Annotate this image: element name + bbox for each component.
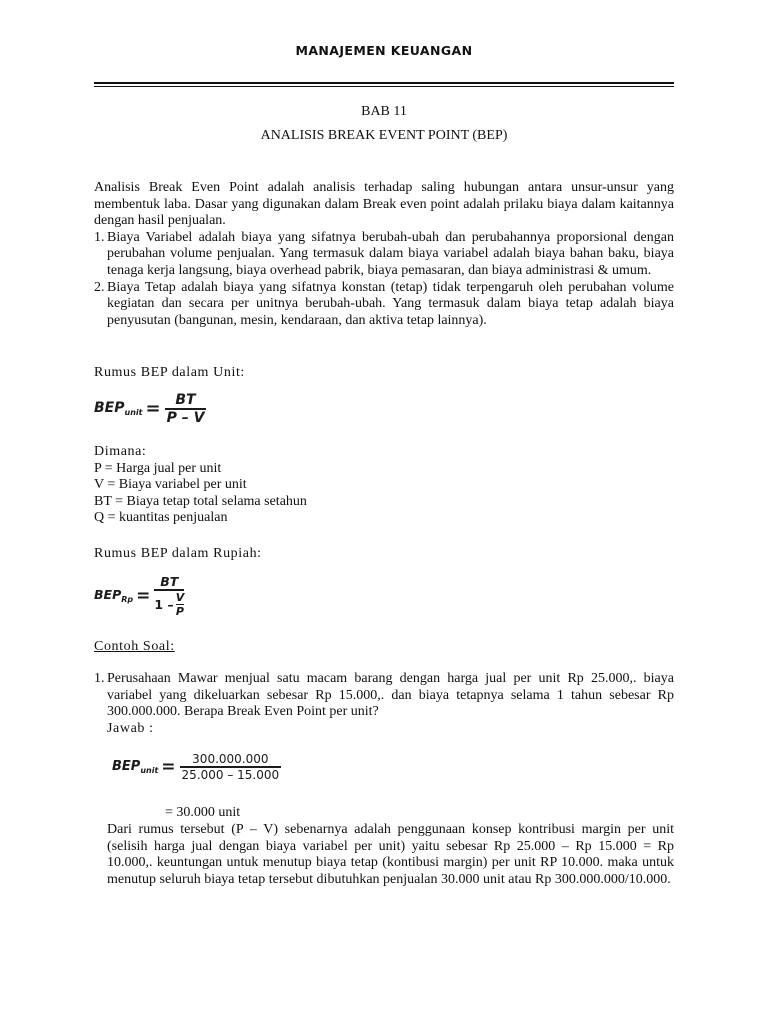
inner-numerator: V	[175, 590, 185, 604]
definition-item: V = Biaya variabel per unit	[94, 477, 247, 493]
example-formula	[112, 752, 281, 782]
formula-denominator: P – V	[166, 409, 205, 426]
inner-fraction	[176, 591, 185, 618]
chapter-title: ANALISIS BREAK EVENT POINT (BEP)	[260, 128, 508, 143]
intro-paragraph: Analisis Break Even Point adalah analisis terhadap saling hubungan antara unsur-unsur yang membentuk laba. Dasar yang digunakan dalam Break even point adalah prilaku biaya dalam kaitannya dengan hasil penjualan.	[94, 180, 674, 229]
formula-fraction	[154, 574, 184, 618]
formula-numerator: BT	[160, 574, 179, 589]
header-rule	[94, 82, 674, 84]
inner-denominator: P	[175, 604, 184, 618]
formula-numerator: BT	[175, 392, 196, 408]
unit-formula-heading: Rumus BEP dalam Unit:	[94, 365, 245, 380]
example-explanation-wrap	[107, 822, 674, 888]
formula-lhs: $BEP_{Rp}$	[94, 587, 134, 605]
example-question	[94, 671, 674, 737]
question-text: Perusahaan Mawar menjual satu macam barang dengan harga jual per unit Rp 25.000,. biaya variabel yang dikeluarkan sebesar Rp 15.000,. dan biaya tetapnya selama 1 tahun sebesar Rp 300.000.000. Berapa Break Even Point per unit?	[107, 671, 674, 720]
formula-denominator: 25.000 – 15.000	[181, 767, 280, 782]
bep-unit-formula	[94, 392, 206, 426]
formula-equals: =	[161, 756, 176, 777]
example-section	[94, 671, 674, 737]
list-text: Biaya Tetap adalah biaya yang sifatnya konstan (tetap) tidak terpengaruh oleh perubahan volume kegiatan dan secara per unitnya berubah-ubah. Yang termasuk dalam biaya tetap adalah biaya penyusutan (bangunan, mesin, kendaraan, dan aktiva tetap lainnya).	[107, 279, 674, 328]
bep-rupiah-formula	[94, 574, 184, 618]
list-number: 1.	[94, 229, 105, 245]
header-rule-thin	[94, 86, 674, 87]
list-number: 2.	[94, 279, 105, 295]
formula-fraction	[180, 752, 282, 782]
formula-denominator	[154, 591, 184, 618]
running-header: MANAJEMEN KEUANGAN	[295, 43, 473, 58]
example-explanation: Dari rumus tersebut (P – V) sebenarnya adalah penggunaan konsep kontribusi margin per unit (selisih harga jual dengan biaya variabel per unit) yaitu sebesar Rp 25.000 – Rp 15.000 = Rp 10.000,. keuntungan untuk menutup biaya tetap (kontibusi margin) per unit RP 10.000. maka untuk menutup seluruh biaya tetap tersebut dibutuhkan penjualan 30.000 unit atau Rp 300.000.000/10.000.	[107, 822, 674, 887]
list-text: Biaya Variabel adalah biaya yang sifatnya berubah-ubah dan perubahannya proporsional dengan perubahan volume penjualan. Yang termasuk dalam biaya variabel adalah biaya bahan baku, biaya tenaga kerja langsung, biaya overhead pabrik, biaya pemasaran, dan biaya administrasi & umum.	[107, 229, 674, 278]
formula-lhs: $BEP_{unit}$	[112, 758, 159, 775]
definition-item: P = Harga jual per unit	[94, 460, 222, 476]
formula-fraction	[165, 392, 207, 426]
rupiah-formula-heading: Rumus BEP dalam Rupiah:	[94, 546, 262, 561]
answer-label: Jawab :	[107, 720, 154, 736]
formula-equals: =	[145, 398, 161, 420]
example-body	[107, 671, 674, 737]
chapter-number: BAB 11	[361, 104, 407, 119]
denominator-prefix: 1 –	[154, 596, 174, 612]
definitions-heading: Dimana:	[94, 444, 147, 459]
example-heading: Contoh Soal:	[94, 639, 175, 654]
definition-item: BT = Biaya tetap total selama setahun	[94, 493, 307, 509]
definitions-section	[94, 444, 674, 527]
intro-section	[94, 180, 674, 329]
formula-lhs: $BEP_{unit}$	[94, 400, 143, 418]
list-item-variable-cost	[94, 230, 674, 280]
definition-item: Q = kuantitas penjualan	[94, 510, 228, 526]
example-result: = 30.000 unit	[165, 805, 241, 820]
list-number: 1.	[94, 671, 105, 686]
formula-equals: =	[136, 585, 151, 606]
list-item-fixed-cost	[94, 280, 674, 330]
formula-numerator: 300.000.000	[192, 752, 269, 766]
